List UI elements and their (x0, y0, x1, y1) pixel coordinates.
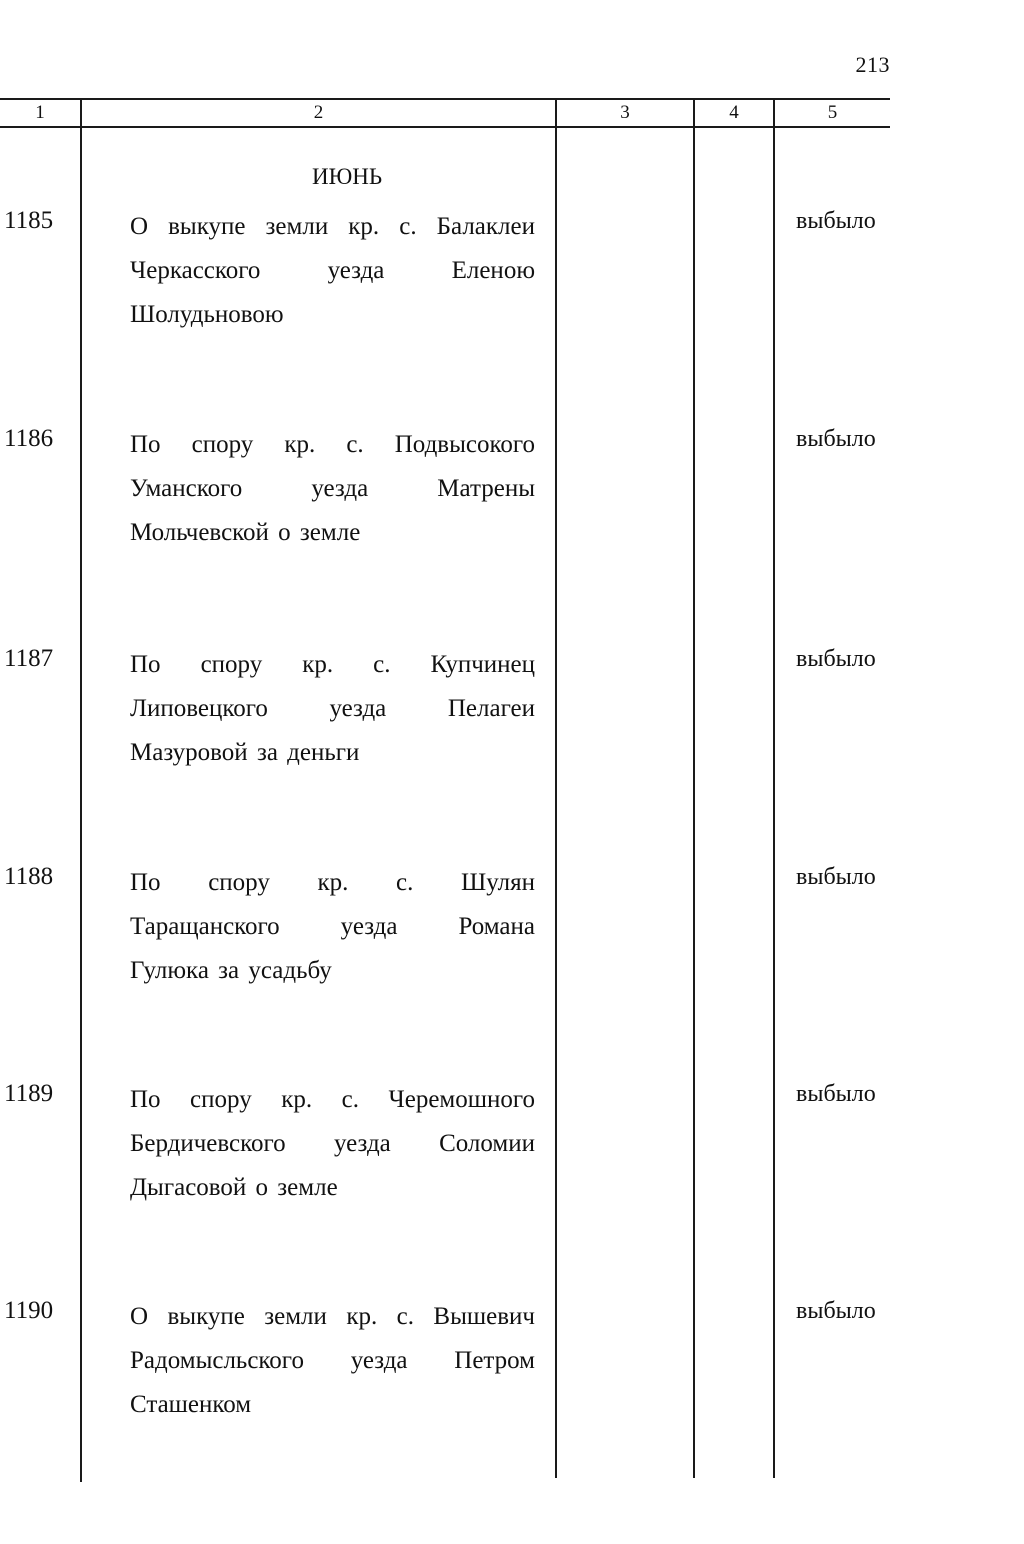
description-line: Сташенком (130, 1391, 252, 1418)
record-status: выбыло (796, 646, 876, 672)
record-description (130, 861, 535, 993)
description-line: Липовецкого уезда Пелагеи (130, 695, 535, 722)
record-description (130, 1078, 535, 1210)
description-line: Уманского уезда Матрены (130, 475, 535, 502)
description-line: Бердичевского уезда Соломии (130, 1130, 535, 1157)
table-header-rule (0, 126, 890, 128)
description-line: Гулюка за усадьбу (130, 957, 332, 984)
record-number: 1189 (4, 1080, 54, 1107)
record-number: 1185 (4, 207, 54, 234)
column-header-3: 3 (620, 102, 630, 123)
table-row (0, 1295, 890, 1445)
column-header-1: 1 (35, 102, 45, 123)
description-line: О выкупе земли кр. с. Балаклеи (130, 213, 535, 240)
description-line: По спору кр. с. Шулян (130, 869, 535, 896)
page-number: 213 (855, 52, 890, 77)
record-description (130, 423, 535, 555)
description-line: По спору кр. с. Подвысокого (130, 431, 535, 458)
table-row (0, 205, 890, 355)
description-line: Мольчевской о земле (130, 519, 361, 546)
record-number: 1186 (4, 425, 54, 452)
record-number: 1188 (4, 863, 54, 890)
description-line: По спору кр. с. Купчинец (130, 651, 535, 678)
table-row (0, 423, 890, 573)
table-row (0, 861, 890, 1011)
description-line: Таращанского уезда Романа (130, 913, 535, 940)
description-line: Черкасского уезда Еленою (130, 257, 535, 284)
description-line: Радомысльского уезда Петром (130, 1347, 535, 1374)
column-header-4: 4 (729, 102, 739, 123)
record-status: выбыло (796, 864, 876, 890)
description-line: Дыгасовой о земле (130, 1174, 338, 1201)
table-row (0, 643, 890, 793)
table-row (0, 1078, 890, 1228)
column-header-5: 5 (827, 102, 838, 123)
record-description (130, 205, 535, 337)
description-line: Шолудьновою (130, 301, 284, 328)
record-number: 1187 (4, 645, 54, 672)
record-status: выбыло (796, 426, 876, 452)
record-status: выбыло (796, 208, 876, 234)
description-line: Мазуровой за деньги (130, 739, 360, 766)
description-line: По спору кр. с. Черемошного (130, 1086, 535, 1113)
column-header-2: 2 (313, 102, 324, 123)
table-top-rule (0, 98, 890, 100)
record-status: выбыло (796, 1081, 876, 1107)
record-description (130, 1295, 535, 1427)
record-number: 1190 (4, 1297, 54, 1324)
month-heading: ИЮНЬ (311, 164, 383, 189)
record-description (130, 643, 535, 775)
description-line: О выкупе земли кр. с. Вышевич (130, 1303, 535, 1330)
record-status: выбыло (796, 1298, 876, 1324)
